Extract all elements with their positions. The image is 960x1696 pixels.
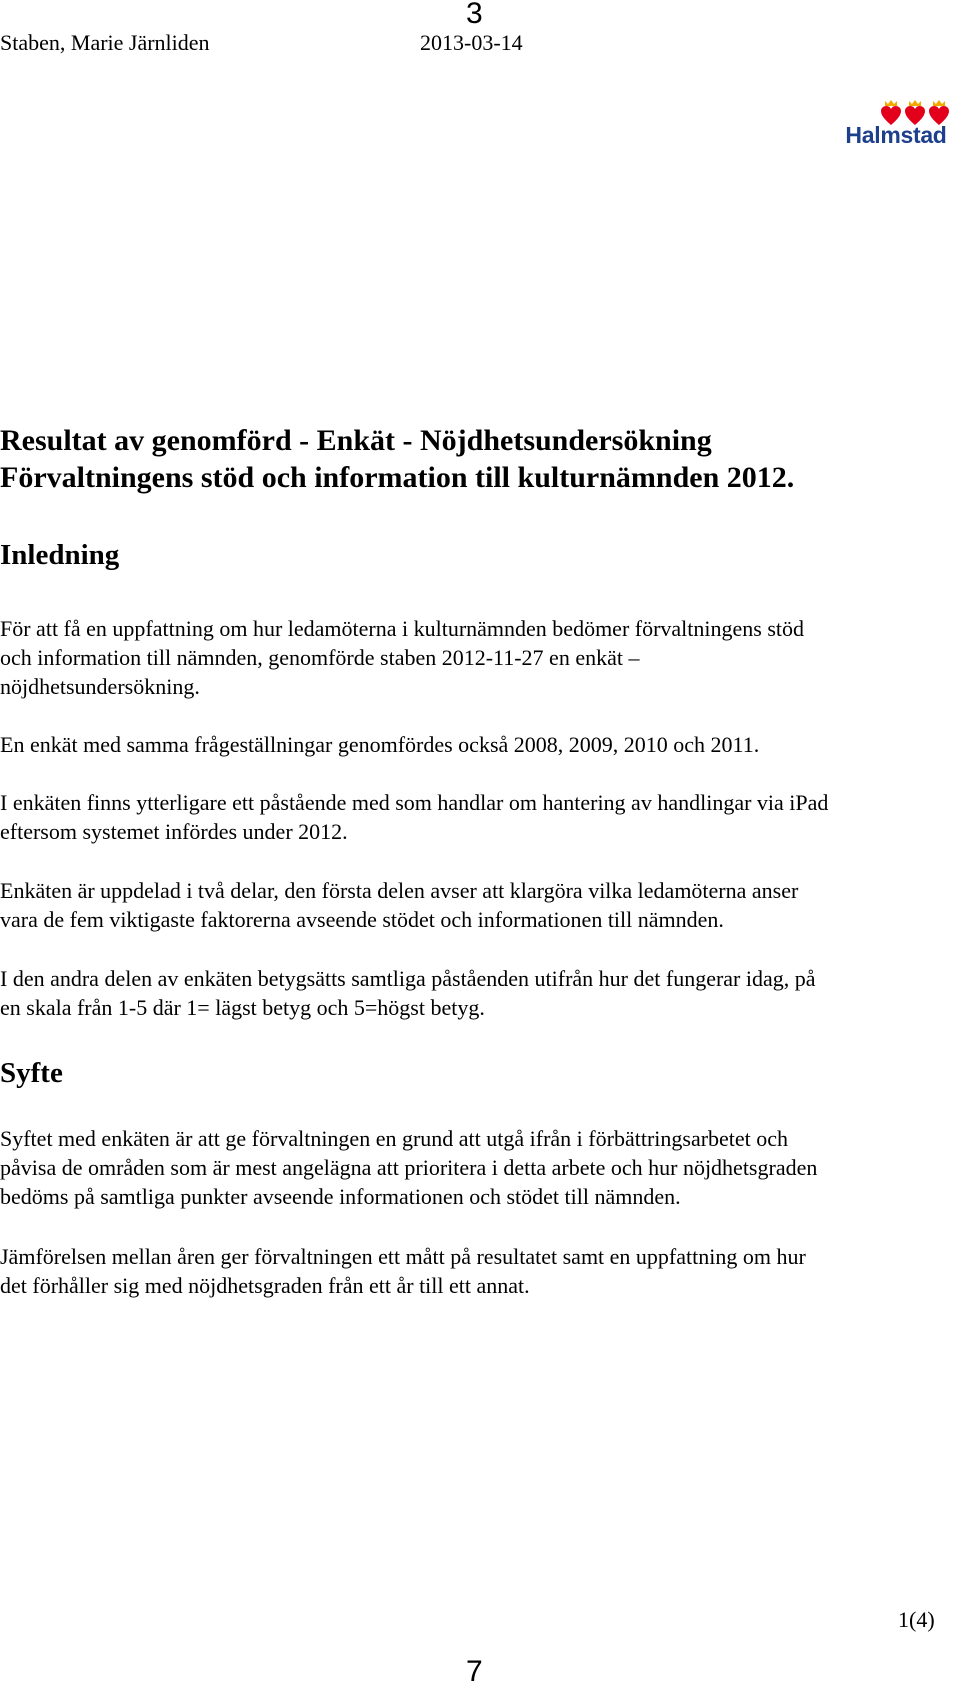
paragraph-line: och information till nämnden, genomförde staben 2012-11-27 en enkät –: [0, 645, 640, 670]
paragraph-line: Jämförelsen mellan åren ger förvaltningen ett mått på resultatet samt en uppfattning om hur: [0, 1244, 806, 1269]
paragraph-line: en skala från 1-5 där 1= lägst betyg och 5=högst betyg.: [0, 995, 485, 1020]
header-author: Staben, Marie Järnliden: [0, 30, 210, 55]
paragraph-line: Enkäten är uppdelad i två delar, den första delen avser att klargöra vilka ledamöterna anser: [0, 878, 799, 903]
page-count: 1(4): [898, 1607, 935, 1632]
paragraph-line: bedöms på samtliga punkter avseende informationen och stödet till nämnden.: [0, 1184, 681, 1209]
paragraph: [0, 1124, 958, 1211]
heading-syfte: Syfte: [0, 1057, 63, 1089]
halmstad-logo: [838, 98, 954, 150]
paragraph: [0, 876, 958, 934]
paragraph-line: påvisa de områden som är mest angelägna att prioritera i detta arbete och hur nöjdhetsgraden: [0, 1155, 818, 1180]
heading-inledning: Inledning: [0, 539, 120, 571]
paragraph-line: nöjdhetsundersökning.: [0, 674, 200, 699]
paragraph-line: I den andra delen av enkäten betygsätts samtliga påståenden utifrån hur det fungerar idag, på: [0, 966, 816, 991]
title-line: Förvaltningens stöd och information till kulturnämnden 2012.: [0, 461, 795, 494]
bottom-page-number: 7: [466, 1655, 483, 1688]
paragraph: [0, 614, 958, 701]
paragraph-line: I enkäten finns ytterligare ett påstående med som handlar om hantering av handlingar via iPad: [0, 790, 829, 815]
paragraph: [0, 964, 958, 1022]
paragraph-line: Syftet med enkäten är att ge förvaltningen en grund att utgå ifrån i förbättringsarbetet och: [0, 1126, 789, 1151]
paragraph-line: En enkät med samma frågeställningar genomfördes också 2008, 2009, 2010 och 2011.: [0, 732, 760, 757]
paragraph: [0, 1242, 958, 1300]
paragraph-line: vara de fem viktigaste faktorerna avseende stödet och informationen till nämnden.: [0, 907, 724, 932]
paragraph-line: eftersom systemet infördes under 2012.: [0, 819, 348, 844]
paragraph: [0, 730, 958, 759]
paragraph: [0, 788, 958, 846]
header-date: 2013-03-14: [420, 30, 523, 55]
title-line: Resultat av genomförd - Enkät - Nöjdhetsundersökning: [0, 424, 712, 457]
paragraph-line: det förhåller sig med nöjdhetsgraden från ett år till ett annat.: [0, 1273, 530, 1298]
top-page-number: 3: [466, 0, 483, 30]
paragraph-line: För att få en uppfattning om hur ledamöterna i kulturnämnden bedömer förvaltningens stöd: [0, 616, 805, 641]
document-title: [0, 422, 950, 496]
logo-text: Halmstad: [845, 122, 947, 148]
